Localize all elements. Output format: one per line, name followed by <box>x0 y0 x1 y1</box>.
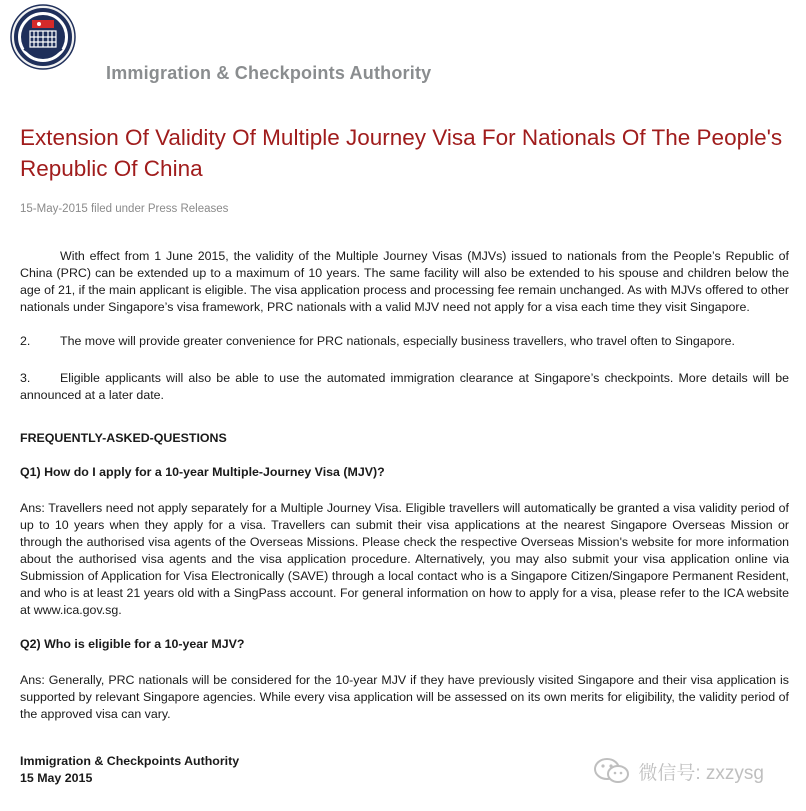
wechat-icon <box>592 756 632 786</box>
post-meta <box>20 203 228 215</box>
faq-question-2: Q2) Who is eligible for a 10-year MJV? <box>20 637 245 651</box>
signature-date: 15 May 2015 <box>20 771 93 785</box>
watermark-text: 微信号: zxzysg <box>638 762 764 784</box>
paragraph-3-number: 3. <box>20 371 31 385</box>
faq-heading: FREQUENTLY-ASKED-QUESTIONS <box>20 431 227 445</box>
faq-question-1: Q1) How do I apply for a 10-year Multiple-Journey Visa (MJV)? <box>20 465 385 479</box>
site-header <box>10 4 470 84</box>
paragraph-3-text: Eligible applicants will also be able to use the automated immigration clearance at Singapore’s checkpoints. More details will be announced at a later date. <box>20 371 789 402</box>
ica-crest-logo[interactable] <box>10 4 76 70</box>
wechat-watermark <box>592 756 764 786</box>
post-date: 15-May-2015 <box>20 203 88 215</box>
paragraph-1: With effect from 1 June 2015, the validity of the Multiple Journey Visas (MJVs) issued to nationals from the People’s Republic of China (PRC) can be extended up to a maximum of 10 years. The same facility will also be extended to his spouse and children below the age of 21, if the main applicant is eligible. The visa application process and processing fee remain unchanged. As with MJVs offered to other nationals under Singapore’s visa framework, PRC nationals with a valid MJV need not apply for a visa each time they visit Singapore. <box>20 249 789 314</box>
post-category[interactable]: filed under Press Releases <box>90 203 229 215</box>
paragraph-2 <box>20 333 789 350</box>
faq-answer-1: Ans: Travellers need not apply separately for a Multiple Journey Visa. Eligible travellers will automatically be granted a visa validity period of up to 10 years when they apply for a visa. Travellers can submit their visa applications at the nearest Singapore Overseas Mission or through the authorised visa agents of the Overseas Missions. Please check the respective Overseas Mission's website for more information about the authorised visa agents and the visa application procedure. Alternatively, you may also submit your visa application online via Submission of Application for Visa Electronically (SAVE) through a local contact who is a Singapore Citizen/Singapore Permanent Resident, and who is at least 21 years old with a SingPass account. For general information on how to apply for a visa, please refer to the ICA website at www.ica.gov.sg. <box>20 501 789 617</box>
article-body <box>20 248 789 787</box>
signature-org: Immigration & Checkpoints Authority <box>20 754 240 768</box>
faq-answer-2: Ans: Generally, PRC nationals will be considered for the 10-year MJV if they have previously visited Singapore and their visa application is supported by relevant Singapore agencies. While every visa application will be assessed on its own merits for eligibility, the validity period of the approved visa can vary. <box>20 673 789 721</box>
paragraph-2-number: 2. <box>20 334 31 348</box>
paragraph-3 <box>20 370 789 404</box>
page-title: Extension Of Validity Of Multiple Journey Visa For Nationals Of The People's Republic Of China <box>20 125 783 181</box>
agency-name: Immigration & Checkpoints Authority <box>106 63 432 83</box>
paragraph-2-text: The move will provide greater convenience for PRC nationals, especially business travellers, who travel often to Singapore. <box>60 334 735 348</box>
